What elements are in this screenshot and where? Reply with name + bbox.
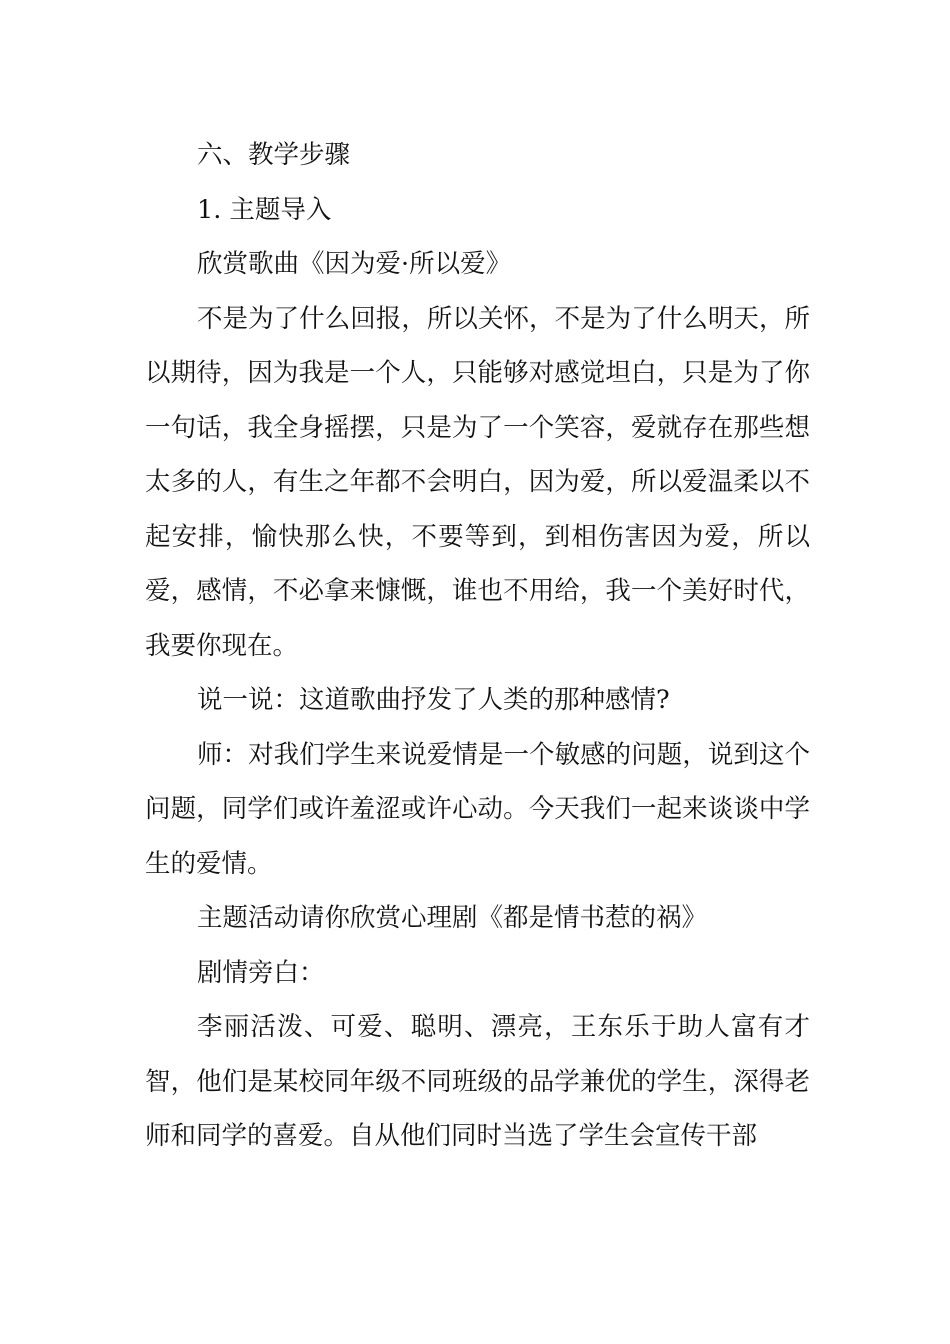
- document-body: [145, 128, 810, 1164]
- narration-label: 剧情旁白：: [197, 957, 325, 988]
- story-paragraph: 李丽活泼、可爱、聪明、漂亮，王东乐于助人富有才智，他们是某校同年级不同班级的品学兼优的学生，深得老师和同学的喜爱。自从他们同时当选了学生会宣传干部: [145, 1012, 810, 1151]
- song-title-paragraph: 欣赏歌曲《因为爱·所以爱》: [197, 249, 512, 279]
- lyrics-paragraph: 不是为了什么回报，所以关怀，不是为了什么明天，所以期待，因为我是一个人，只能够对感觉坦白，只是为了你一句话，我全身摇摆，只是为了一个笑容，爱就存在那些想太多的人，有生之年都不会明白，因为爱，所以爱温柔以不起安排，愉快那么快，不要等到，到相伤害因为爱，所以爱，感情，不必拿来慷慨，谁也不用给，我一个美好时代，我要你现在。: [145, 303, 810, 661]
- discussion-question: 说一说：这道歌曲抒发了人类的那种感情?: [197, 685, 670, 715]
- section-heading: 六、教学步骤: [197, 140, 351, 170]
- subsection-heading: 1. 主题导入: [197, 194, 332, 225]
- teacher-remark: 师：对我们学生来说爱情是一个敏感的问题，说到这个问题，同学们或许羞涩或许心动。今天我们一起来谈谈中学生的爱情。: [145, 739, 810, 879]
- activity-paragraph: 主题活动请你欣赏心理剧《都是情书惹的祸》: [197, 903, 708, 933]
